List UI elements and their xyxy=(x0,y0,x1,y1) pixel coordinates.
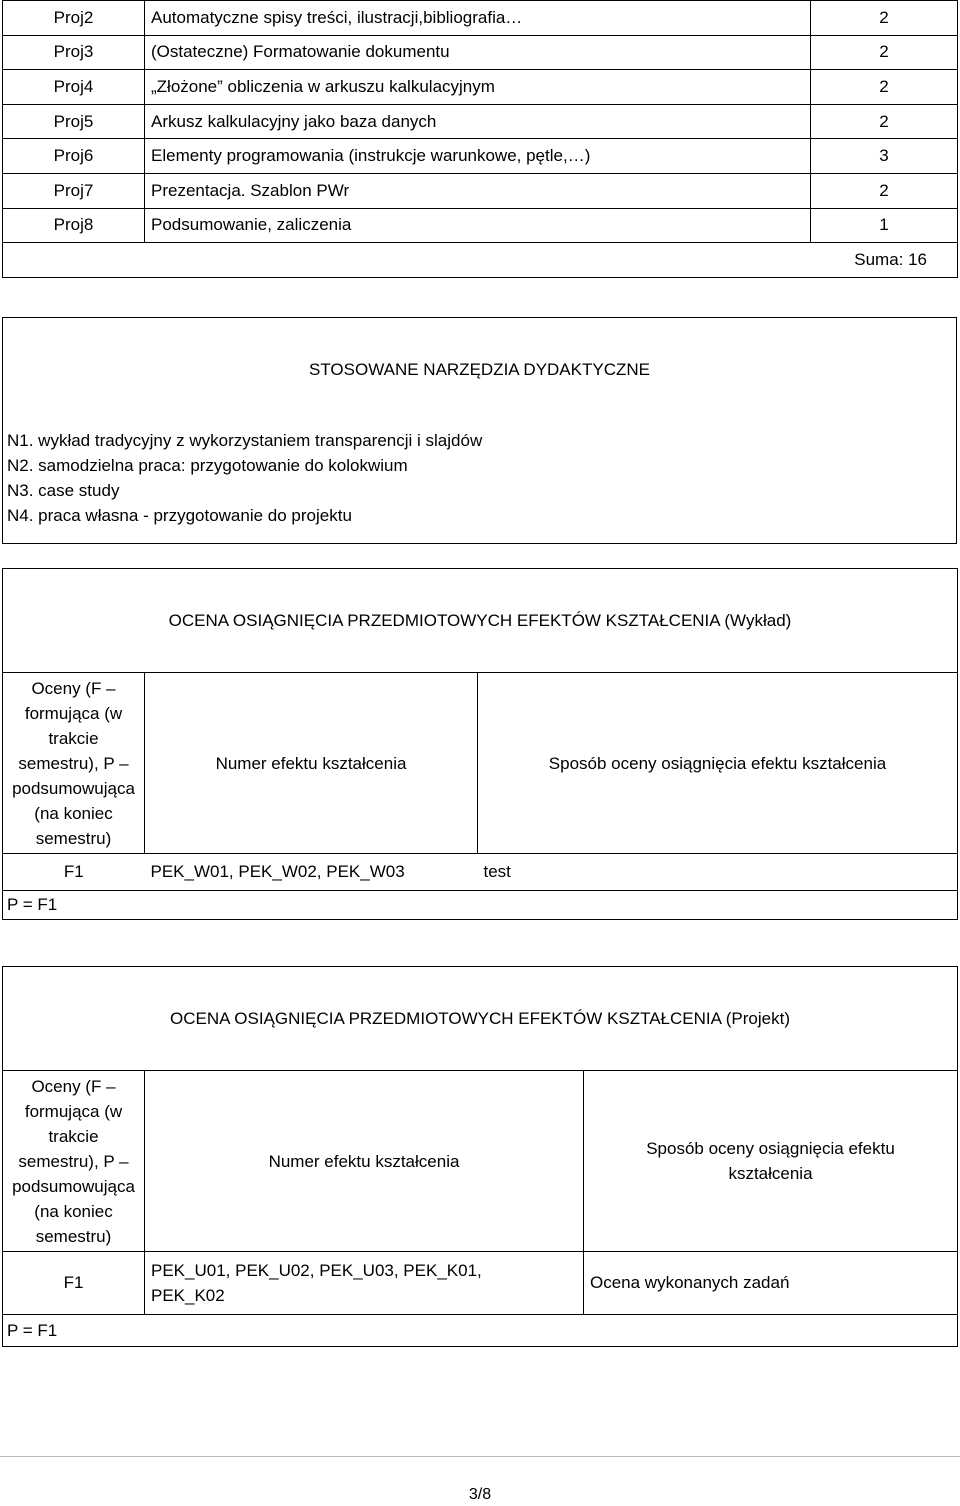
schedule-topic: Elementy programowania (instrukcje warunkowe, pętle,…) xyxy=(145,139,811,174)
schedule-hours: 2 xyxy=(811,70,958,105)
project-schedule-table xyxy=(2,0,958,278)
schedule-hours: 3 xyxy=(811,139,958,174)
project-eval-data-row xyxy=(3,1252,958,1315)
project-eval-title: OCENA OSIĄGNIĘCIA PRZEDMIOTOWYCH EFEKTÓW KSZTAŁCENIA (Projekt) xyxy=(3,967,958,1071)
schedule-row xyxy=(3,1,958,36)
schedule-sum: Suma: 16 xyxy=(3,243,958,278)
tools-list xyxy=(7,428,482,528)
footer-rule xyxy=(0,1456,960,1457)
tools-item: N1. wykład tradycyjny z wykorzystaniem transparencji i slajdów xyxy=(7,431,483,450)
lecture-evaluation-table xyxy=(2,568,958,920)
schedule-code: Proj2 xyxy=(3,1,145,36)
project-evaluation-table xyxy=(2,966,958,1347)
schedule-row xyxy=(3,70,958,105)
schedule-row xyxy=(3,104,958,139)
schedule-row xyxy=(3,139,958,174)
assessment-method-header: Sposób oceny osiągnięcia efektu kształcenia xyxy=(478,673,958,854)
schedule-topic: Automatyczne spisy treści, ilustracji,bibliografia… xyxy=(145,1,811,36)
page-number: 3/8 xyxy=(468,1486,492,1503)
grade-cell: F1 xyxy=(3,1252,145,1315)
lecture-eval-title-row xyxy=(3,569,958,673)
schedule-code: Proj8 xyxy=(3,208,145,243)
schedule-topic: „Złożone” obliczenia w arkuszu kalkulacyjnym xyxy=(145,70,811,105)
tools-heading: STOSOWANE NARZĘDZIA DYDAKTYCZNE xyxy=(309,360,650,379)
effect-number-header: Numer efektu kształcenia xyxy=(145,673,478,854)
project-eval-title-row xyxy=(3,967,958,1071)
schedule-row xyxy=(3,35,958,70)
effect-number-header: Numer efektu kształcenia xyxy=(145,1071,584,1252)
schedule-sum-row xyxy=(3,243,958,278)
tools-item: N2. samodzielna praca: przygotowanie do kolokwium xyxy=(7,456,408,475)
schedule-hours: 1 xyxy=(811,208,958,243)
schedule-code: Proj5 xyxy=(3,104,145,139)
schedule-topic: (Ostateczne) Formatowanie dokumentu xyxy=(145,35,811,70)
final-grade: P = F1 xyxy=(3,1315,958,1347)
tools-item: N3. case study xyxy=(7,481,120,500)
assessment-method-header: Sposób oceny osiągnięcia efektu kształcenia xyxy=(584,1071,958,1252)
schedule-topic: Podsumowanie, zaliczenia xyxy=(145,208,811,243)
didactic-tools-section xyxy=(2,317,957,544)
lecture-eval-final-row xyxy=(3,891,958,920)
grade-cell: F1 xyxy=(3,854,145,891)
schedule-hours: 2 xyxy=(811,104,958,139)
schedule-hours: 2 xyxy=(811,1,958,36)
schedule-hours: 2 xyxy=(811,35,958,70)
schedule-topic: Arkusz kalkulacyjny jako baza danych xyxy=(145,104,811,139)
tools-item: N4. praca własna - przygotowanie do projektu xyxy=(7,506,352,525)
schedule-code: Proj4 xyxy=(3,70,145,105)
schedule-hours: 2 xyxy=(811,173,958,208)
grades-header: Oceny (F – formująca (w trakcie semestru), P – podsumowująca (na koniec semestru) xyxy=(3,673,145,854)
method-cell: test xyxy=(478,854,958,891)
effects-cell: PEK_U01, PEK_U02, PEK_U03, PEK_K01, PEK_K02 xyxy=(145,1252,584,1315)
project-eval-final-row xyxy=(3,1315,958,1347)
final-grade: P = F1 xyxy=(3,891,958,920)
schedule-code: Proj7 xyxy=(3,173,145,208)
effects-cell: PEK_W01, PEK_W02, PEK_W03 xyxy=(150,862,405,881)
schedule-row xyxy=(3,173,958,208)
schedule-body xyxy=(3,1,958,243)
schedule-code: Proj3 xyxy=(3,35,145,70)
lecture-eval-title: OCENA OSIĄGNIĘCIA PRZEDMIOTOWYCH EFEKTÓW KSZTAŁCENIA (Wykład) xyxy=(3,569,958,673)
project-eval-header-row xyxy=(3,1071,958,1252)
lecture-eval-data-row xyxy=(3,854,958,891)
method-cell: Ocena wykonanych zadań xyxy=(584,1252,958,1315)
schedule-topic: Prezentacja. Szablon PWr xyxy=(145,173,811,208)
schedule-row xyxy=(3,208,958,243)
schedule-code: Proj6 xyxy=(3,139,145,174)
grades-header: Oceny (F – formująca (w trakcie semestru), P – podsumowująca (na koniec semestru) xyxy=(3,1071,145,1252)
lecture-eval-header-row xyxy=(3,673,958,854)
